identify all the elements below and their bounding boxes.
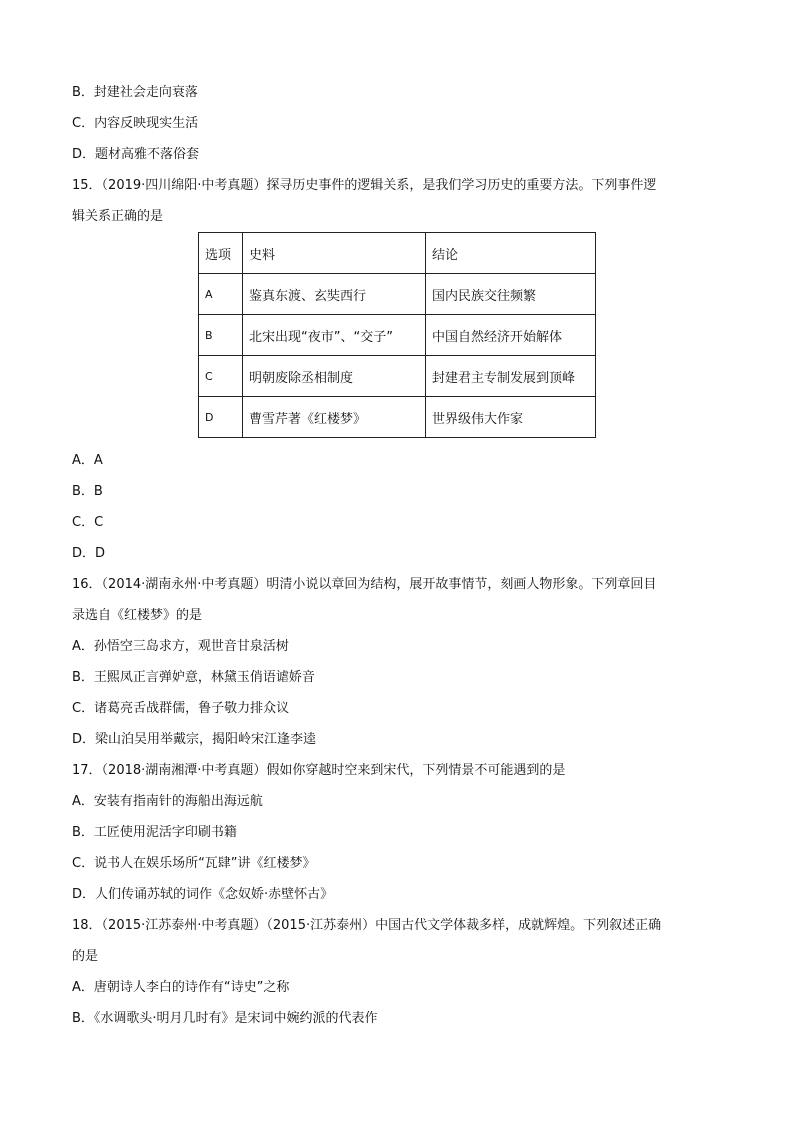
q14-option-d: D．题材高雅不落俗套: [72, 147, 200, 162]
table-cell-option: D: [199, 397, 243, 438]
q15-option-a: A．A: [72, 453, 103, 468]
q15-option-b: B．B: [72, 484, 103, 499]
q15-table: [198, 232, 596, 438]
q14-option-b: B．封建社会走向衰落: [72, 85, 198, 100]
table-cell-option: B: [199, 315, 243, 356]
q14-option-c: C．内容反映现实生活: [72, 116, 199, 131]
table-cell-option: A: [199, 274, 243, 315]
table-cell-conclusion: 国内民族交往频繁: [426, 274, 596, 315]
q16-option-a: A．孙悟空三岛求方，观世音甘泉活树: [72, 639, 289, 654]
q16-option-d: D．梁山泊吴用举戴宗，揭阳岭宋江逢李逵: [72, 732, 317, 747]
table-cell-conclusion: 中国自然经济开始解体: [426, 315, 596, 356]
q17-option-d: D．人们传诵苏轼的词作《念奴娇·赤壁怀古》: [72, 887, 334, 902]
table-cell-conclusion: 世界级伟大作家: [426, 397, 596, 438]
q17-stem: 17．（2018·湖南湘潭·中考真题）假如你穿越时空来到宋代，下列情景不可能遇到的是: [72, 763, 566, 778]
q18-option-b: B．《水调歌头·明月几时有》是宋词中婉约派的代表作: [72, 1011, 378, 1026]
q16-stem-line2: 录选自《红楼梦》的是: [72, 608, 203, 623]
q15-option-c: C．C: [72, 515, 104, 530]
table-row: [199, 397, 596, 438]
table-cell-source: 明朝废除丞相制度: [243, 356, 426, 397]
q15-stem-line1: 15．（2019·四川绵阳·中考真题）探寻历史事件的逻辑关系，是我们学习历史的重要方法。下列事件逻: [72, 178, 657, 193]
table-header-row: [199, 233, 596, 274]
table-row: [199, 315, 596, 356]
table-row: [199, 274, 596, 315]
table-header-cell: 结论: [426, 233, 596, 274]
table-header-cell: 史料: [243, 233, 426, 274]
q16-option-c: C．诸葛亮舌战群儒，鲁子敬力排众议: [72, 701, 290, 716]
q18-stem-line1: 18．（2015·江苏泰州·中考真题）（2015·江苏泰州）中国古代文学体裁多样，成就辉煌。下列叙述正确: [72, 918, 662, 933]
q17-option-a: A．安装有指南针的海船出海远航: [72, 794, 263, 809]
table-header-cell: 选项: [199, 233, 243, 274]
table-cell-source: 北宋出现“夜市”、“交子”: [243, 315, 426, 356]
q17-option-b: B．工匠使用泥活字印刷书籍: [72, 825, 237, 840]
q15-stem-line2: 辑关系正确的是: [72, 209, 164, 224]
q16-option-b: B．王熙凤正言弹妒意，林黛玉俏语谑娇音: [72, 670, 315, 685]
q18-option-a: A．唐朝诗人李白的诗作有“诗史”之称: [72, 980, 290, 995]
table-cell-conclusion: 封建君主专制发展到顶峰: [426, 356, 596, 397]
q17-option-c: C．说书人在娱乐场所“瓦肆”讲《红楼梦》: [72, 856, 316, 871]
table-row: [199, 356, 596, 397]
table-cell-source: 鉴真东渡、玄奘西行: [243, 274, 426, 315]
q15-option-d: D．D: [72, 546, 106, 561]
table-cell-source: 曹雪芹著《红楼梦》: [243, 397, 426, 438]
q18-stem-line2: 的是: [72, 949, 99, 964]
q16-stem-line1: 16．（2014·湖南永州·中考真题）明清小说以章回为结构，展开故事情节，刻画人物形象。下列章回目: [72, 577, 657, 592]
table-cell-option: C: [199, 356, 243, 397]
